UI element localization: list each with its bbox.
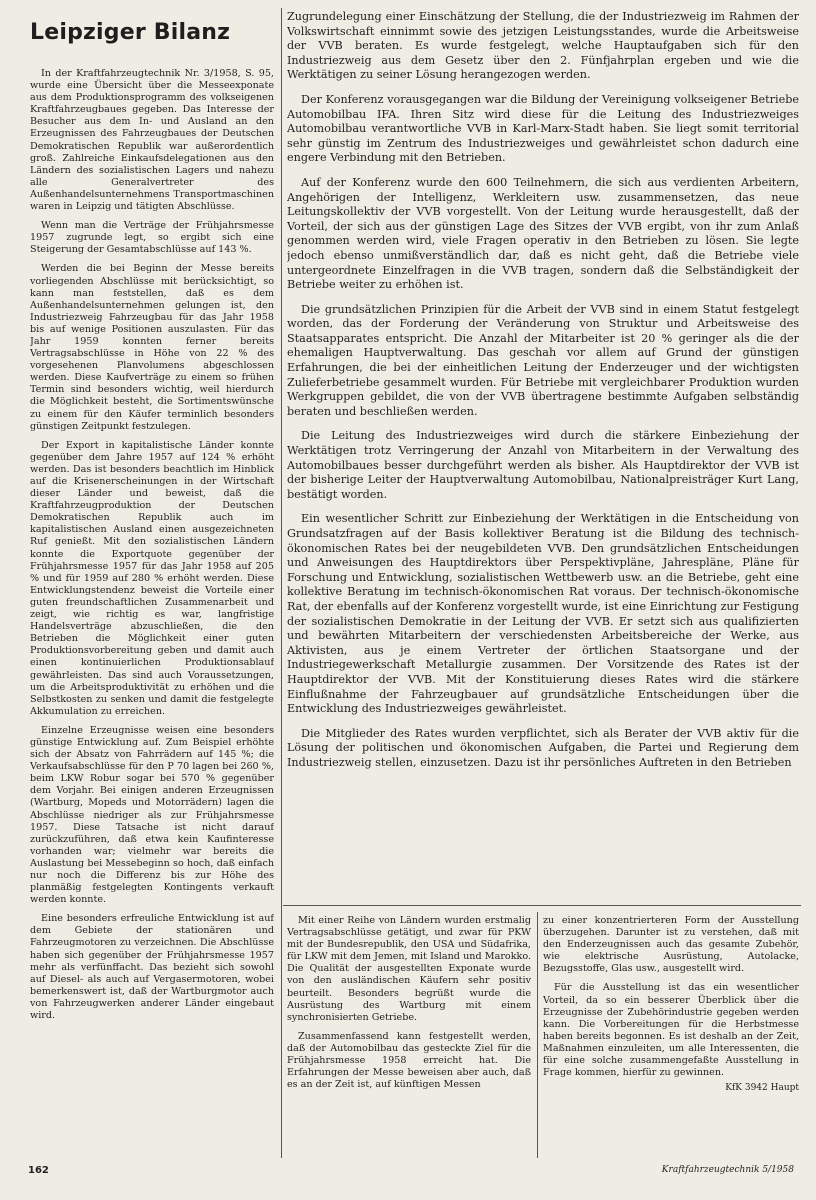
paragraph: Zusammenfassend kann festgestellt werden, daß der Automobilbau das gesteckte Ziel für die Frühjahrsmesse 1958 erreicht hat. Die Erfahrungen der Messe beweisen aber auch, daß es an der Zeit ist, auf künftigen Messen: [287, 1030, 531, 1091]
paragraph: Der Export in kapitalistische Länder konnte gegenüber dem Jahre 1957 auf 124 % erhöht werden. Das ist besonders beachtlich im Hinblick auf die Krisenerscheinungen in der Wirtschaft dieser Länder und beweist, daß die Kraftfahrzeugproduktion der Deutschen Demokratischen Republik auch im kapitalistischen Ausland einen ausgezeichneten Ruf genießt. Mit den sozialistischen Ländern konnte die Exportquote gegenüber der Frühjahrsmesse 1957 für das Jahr 1958 auf 205 % und für 1959 auf 280 % erhöht werden. Diese Entwicklungstendenz beweist die Vorteile einer guten freundschaftlichen Zusammenarbeit und zeigt, wie richtig es war, langfristige Handelsverträge abzuschließen, die den Betrieben die Möglichkeit einer guten Produktionsvorbereitung geben und damit auch einen kontinuierlichen Produktionsablauf gewährleisten. Das sind auch Voraussetzungen, um die Arbeitsproduktivität zu erhöhen und die Selbstkosten zu senken und damit die festgelegte Akkumulation zu erreichen.: [30, 439, 274, 717]
paragraph: Wenn man die Verträge der Frühjahrsmesse 1957 zugrunde legt, so ergibt sich eine Steigerung der Gesamtabschlüsse auf 143 %.: [30, 220, 274, 256]
paragraph: zu einer konzentrierteren Form der Ausstellung überzugehen. Darunter ist zu verstehen, daß mit den Enderzeugnissen auch das gesamte Zubehör, wie elektrische Ausrüstung, Autolacke, Bezugsstoffe, Glas usw., ausgestellt wird.: [543, 915, 799, 975]
section-divider: [283, 905, 801, 906]
left-column: [30, 68, 274, 1158]
paragraph: Der Konferenz vorausgegangen war die Bildung der Vereinigung volkseigener Betriebe Automobilbau IFA. Ihren Sitz wird diese für die Leitung des Industriezweiges Automobilbau verantwortliche VVB in Karl-Marx-Stadt haben. Sie liegt somit territorial sehr günstig im Zentrum des Industriezweiges und gewährleistet schon dadurch eine engere Verbindung mit den Betrieben.: [287, 92, 799, 165]
paragraph: Mit einer Reihe von Ländern wurden erstmalig Vertragsabschlüsse getätigt, und zwar für PKW mit der Bundesrepublik, den USA und Südafrika, für LKW mit dem Jemen, mit Island und Marokko. Die Qualität der ausgestellten Exponate wurde von den ausländischen Käufern sehr positiv beurteilt. Besonders begrüßt wurde die Ausrüstung des Wartburg mit einem synchronisierten Getriebe.: [287, 915, 531, 1023]
signature: KfK 3942 Haupt: [725, 1083, 799, 1094]
journal-reference: Kraftfahrzeugtechnik 5/1958: [661, 1165, 794, 1175]
middle-column: [287, 915, 531, 1165]
far-column: [543, 915, 799, 1165]
paragraph: Für die Ausstellung ist das ein wesentlicher Vorteil, da so ein besserer Überblick über die Erzeugnisse der Zubehörindustrie gegeben werden kann. Die Vorbereitungen für die Herbstmesse haben bereits begonnen. Es ist deshalb an der Zeit, Maßnahmen einzuleiten, um alle Interessenten, die für eine solche zusammengefaßte Ausstellung in Frage kommen, hierfür zu gewinnen.: [543, 982, 799, 1079]
paragraph: Eine besonders erfreuliche Entwicklung ist auf dem Gebiete der stationären und Fahrzeugmotoren zu verzeichnen. Die Abschlüsse haben sich gegenüber der Frühjahrsmesse 1957 mehr als verfünffacht. Das bezieht sich sowohl auf Diesel- als auch auf Vergasermotoren, wobei bemerkenswert ist, daß der Wartburgmotor auch von Fahrzeugwerken anderer Länder eingebaut wird.: [30, 913, 274, 1022]
paragraph: Werden die bei Beginn der Messe bereits vorliegenden Abschlüsse mit berücksichtigt, so kann man feststellen, daß es dem Außenhandelsunternehmen gelungen ist, den Industriezweig Fahrzeugbau für das Jahr 1958 bis auf wenige Positionen auszulasten. Für das Jahr 1959 konnten ferner bereits Vertragsabschlüsse in Höhe von 22 % des vorgesehenen Planvolumens abgeschlossen werden. Diese Kaufverträge zu einem so frühen Termin sind besonders wichtig, weil hierdurch die Möglichkeit besteht, die Sortimentswünsche zu einem für den Käufer terminlich besonders günstigen Zeitpunkt festzulegen.: [30, 263, 274, 432]
paragraph: In der Kraftfahrzeugtechnik Nr. 3/1958, S. 95, wurde eine Übersicht über die Messeexponate aus dem Produktionsprogramm des volkseigenen Kraftfahrzeugbaues gegeben. Das Interesse der Besucher aus dem In- und Ausland an den Erzeugnissen des Fahrzeugbaues der Deutschen Demokratischen Republik war außerordentlich groß. Zahlreiche Einkaufsdelegationen aus den Ländern des sozialistischen Lagers und nahezu alle Generalvertreter des Außenhandelsunternehmens Transportmaschinen waren in Leipzig und tätigten Abschlüsse.: [30, 68, 274, 213]
paragraph: Ein wesentlicher Schritt zur Einbeziehung der Werktätigen in die Entscheidung von Grundsatzfragen auf der Basis kollektiver Beratung ist die Bildung des technisch-ökonomischen Rates bei der neugebildeten VVB. Den grundsätzlichen Entscheidungen und Anweisungen des Hauptdirektors über Perspektivpläne, Jahrespläne, Pläne für Forschung und Entwicklung, sozialistischen Wettbewerb usw. an die Betriebe, geht eine kollektive Beratung im technisch-ökonomischen Rat voraus. Der technisch-ökonomische Rat, der ebenfalls auf der Konferenz vorgestellt wurde, ist eine Einrichtung zur Festigung der sozialistischen Demokratie in der Leitung der VVB. Er setzt sich aus qualifizierten und bewährten Mitarbeitern der verschiedensten Arbeitsbereiche der Werke, aus Aktivisten, aus je einem Vertreter der örtlichen Staatsorgane und der Industriegewerkschaft Metallurgie zusammen. Der Vorsitzende des Rates ist der Hauptdirektor der VVB. Mit der Konstituierung dieses Rates wird die stärkere Einflußnahme der Fahrzeugbauer auf grundsätzliche Entscheidungen über die Entwicklung des Industriezweiges gewährleistet.: [287, 512, 799, 716]
paragraph: Einzelne Erzeugnisse weisen eine besonders günstige Entwicklung auf. Zum Beispiel erhöhte sich der Absatz von Fahrrädern auf 145 %; die Verkaufsabschlüsse für den P 70 lagen bei 260 %, beim LKW Robur sogar bei 570 % gegenüber dem Vorjahr. Bei einigen anderen Erzeugnissen (Wartburg, Mopeds und Motorrädern) lagen die Abschlüsse niedriger als zur Frühjahrsmesse 1957. Diese Tatsache ist nicht darauf zurückzuführen, daß etwa kein Kaufinteresse vorhanden war; vielmehr war bereits die Auslastung bei Messebeginn so hoch, daß einfach nur noch die Differenz bis zur Höhe des planmäßig festgelegten Kontingents verkauft werden konnte.: [30, 724, 274, 906]
column-divider: [537, 912, 538, 1158]
paragraph: Auf der Konferenz wurde den 600 Teilnehmern, die sich aus verdienten Arbeitern, Angehörigen der Intelligenz, Werkleitern usw. zusammensetzen, das neue Leitungskollektiv der VVB vorgestellt. Von der Leitung wurde herausgestellt, daß der Vorteil, der sich aus der günstigen Lage des Sitzes der VVB ergibt, von ihr zum Anlaß genommen werden wird, viele Fragen operativ in den Betrieben zu lösen. Sie legte jedoch ebenso unmißverständlich dar, daß es nicht geht, daß die Betriebe viele untergeordnete Einzelfragen in die VVB tragen, sondern daß die Selbständigkeit der Betriebe weiter zu erhöhen ist.: [287, 175, 799, 292]
paragraph: Zugrundelegung einer Einschätzung der Stellung, die der Industriezweig im Rahmen der Volkswirtschaft einnimmt sowie des jetzigen Leistungsstandes, wurde die Arbeitsweise der VVB beraten. Es wurde festgelegt, welche Hauptaufgaben sich für den Industriezweig aus dem Gesetz über den 2. Fünfjahrplan ergeben und wie die Werktätigen zu seiner Lösung herangezogen werden.: [287, 10, 799, 82]
paragraph: Die grundsätzlichen Prinzipien für die Arbeit der VVB sind in einem Statut festgelegt worden, das der Forderung der Veränderung von Struktur und Arbeitsweise des Staatsapparates entspricht. Die Anzahl der Mitarbeiter ist 20 % geringer als die der ehemaligen Hauptverwaltung. Das geschah vor allem auf Grund der günstigen Erfahrungen, die bei der einheitlichen Leitung der Enderzeuger und der wichtigsten Zulieferbetriebe gesammelt wurden. Für Betriebe mit vergleichbarer Produktion wurden Werkgruppen gebildet, die von der VVB übertragene bestimmte Aufgaben selbständig beraten und beschließen werden.: [287, 302, 799, 418]
article-title: Leipziger Bilanz: [30, 20, 231, 45]
paragraph: Die Leitung des Industriezweiges wird durch die stärkere Einbeziehung der Werktätigen trotz Verringerung der Anzahl von Mitarbeitern in der Verwaltung des Automobilbaues besser durchgeführt werden als bisher. Als Hauptdirektor der VVB ist der bisherige Leiter der Hauptverwaltung Automobilbau, Nationalpreisträger Kurt Lang, bestätigt worden.: [287, 429, 799, 501]
page-number: 162: [28, 1165, 49, 1176]
paragraph: Die Mitglieder des Rates wurden verpflichtet, sich als Berater der VVB aktiv für die Lösung der politischen und ökonomischen Aufgaben, die Partei und Regierung dem Industriezweig stellen, einzusetzen. Dazu ist ihr persönliches Auftreten in den Betrieben: [287, 726, 799, 769]
column-divider: [281, 8, 282, 1158]
right-column: [287, 10, 799, 878]
